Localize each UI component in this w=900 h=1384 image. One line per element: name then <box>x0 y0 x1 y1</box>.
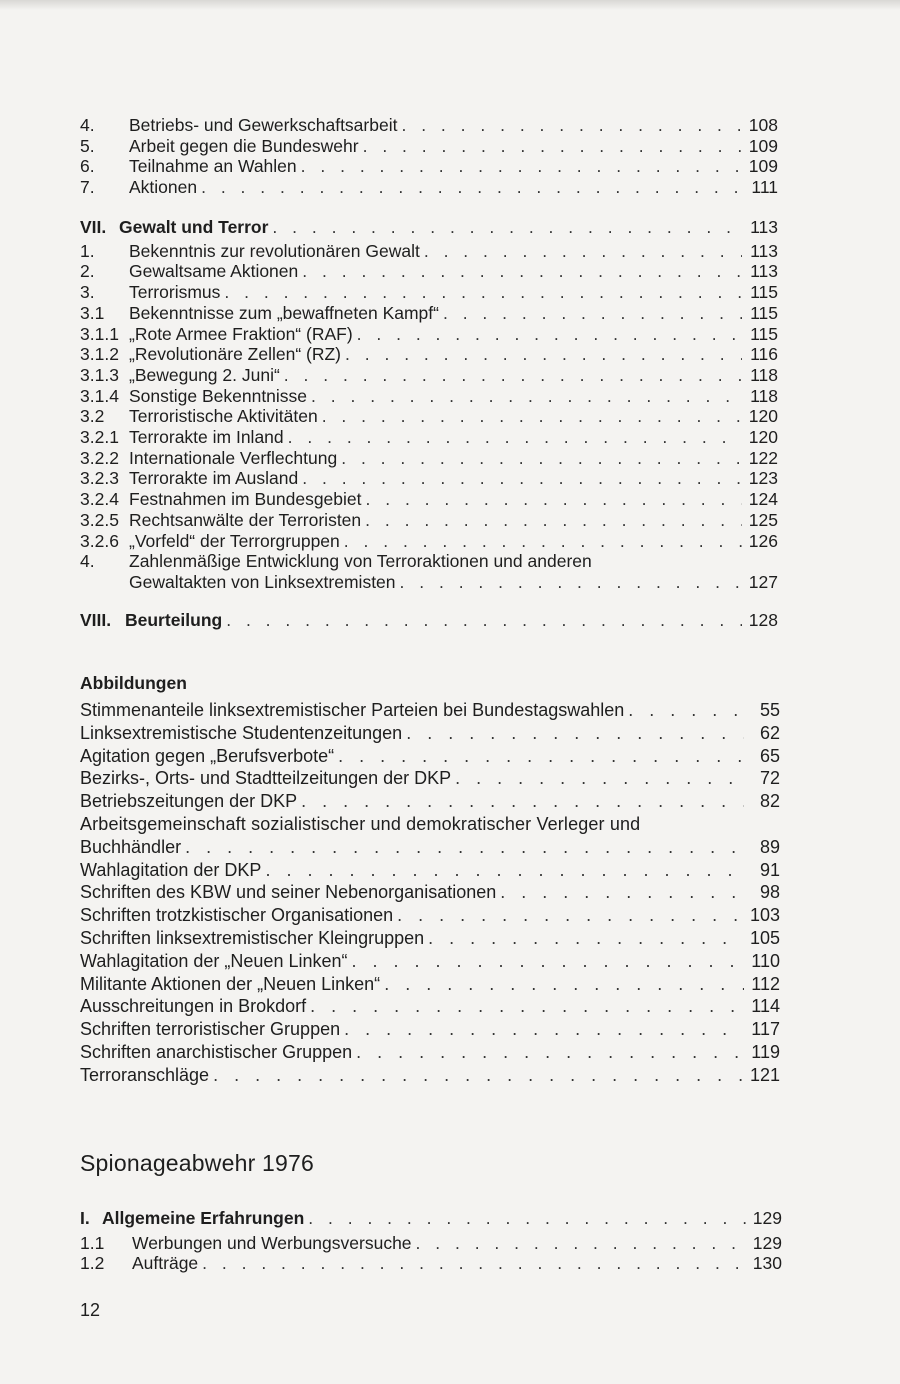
figure-entry-page: 55 <box>759 700 780 720</box>
toc-entry <box>80 115 778 136</box>
dot-leader <box>344 531 742 552</box>
toc-entry-title: Festnahmen im Bundesgebiet <box>129 489 362 510</box>
toc-entry-title-line1: Zahlenmäßige Entwicklung von Terroraktionen und anderen <box>129 551 592 572</box>
toc-entry-title: Internationale Verflechtung <box>129 447 338 468</box>
figure-entry <box>80 1064 780 1087</box>
toc-entry-multiline <box>80 551 778 572</box>
figure-entry <box>80 722 780 745</box>
toc-entry-page: 126 <box>748 530 778 551</box>
toc-entry-title: Terrorakte im Ausland <box>129 468 299 489</box>
toc-entry-number: 4. <box>80 551 95 572</box>
figure-entry-page: 103 <box>749 905 780 926</box>
dot-leader <box>356 1041 744 1064</box>
figure-entry-title: Terroranschläge <box>80 1064 210 1085</box>
figure-entry-title: Schriften trotzkistischer Organisationen <box>80 905 394 926</box>
figure-entry-page: 89 <box>759 836 780 857</box>
toc-entry-number: 3.1.4 <box>80 385 119 406</box>
toc-entry <box>80 261 778 282</box>
figure-entry-title: Linksextremistische Studentenzeitungen <box>80 722 403 743</box>
toc-entry <box>80 386 778 407</box>
dot-leader <box>308 1208 746 1229</box>
figure-entry-title: Bezirks-, Orts- und Stadtteilzeitungen der DKP <box>80 768 452 789</box>
toc-entry-title-line2: Gewaltakten von Linksextremisten <box>129 571 396 592</box>
dot-leader <box>224 282 742 303</box>
dot-leader <box>301 790 744 813</box>
dot-leader <box>284 365 742 386</box>
toc-entry-number: 3.1.2 <box>80 344 119 365</box>
figure-entry-title: Wahlagitation der DKP <box>80 859 262 880</box>
toc-entry-page: 111 <box>751 177 778 198</box>
figure-entry-title-line2: Buchhändler <box>80 836 182 857</box>
dot-leader <box>344 1018 744 1041</box>
toc-entry-number: 3.2.4 <box>80 489 119 510</box>
figure-entry <box>80 790 780 813</box>
dot-leader <box>288 427 742 448</box>
dot-leader <box>301 156 742 177</box>
dot-leader <box>443 303 742 324</box>
toc-entry-page: 109 <box>748 156 778 177</box>
toc-entry-page: 120 <box>748 406 778 427</box>
dot-leader <box>302 468 742 489</box>
figure-entry-title-line1: Arbeitsgemeinschaft sozialistischer und demokratischer Verleger und <box>80 813 641 834</box>
toc-entry-title: Gewalt und Terror <box>119 217 269 237</box>
toc-entry-title: „Bewegung 2. Juni“ <box>129 364 280 385</box>
toc-entry-number: 5. <box>80 135 95 156</box>
figures-list <box>80 699 780 1087</box>
dot-leader <box>365 510 742 531</box>
toc-block-chapter-vi-end <box>80 115 778 198</box>
toc-entry-page: 113 <box>750 217 778 237</box>
toc-entry-number: 7. <box>80 177 95 198</box>
figure-entry-page: 121 <box>749 1064 780 1085</box>
figure-entry-page: 105 <box>749 927 780 948</box>
toc-entry <box>80 510 778 531</box>
toc-entry-number: VII. <box>80 217 107 237</box>
dot-leader <box>455 767 744 790</box>
figure-entry-title: Agitation gegen „Berufsverbote“ <box>80 745 335 766</box>
dot-leader <box>311 386 742 407</box>
figure-entry-page: 119 <box>751 1041 780 1062</box>
figure-entry-page: 98 <box>759 882 780 903</box>
page-edge-shadow <box>0 0 900 10</box>
figure-entry <box>80 1018 780 1041</box>
toc-entry-page: 128 <box>748 610 778 630</box>
toc-entry <box>80 156 778 177</box>
toc-entry-title: „Revolutionäre Zellen“ (RZ) <box>129 344 342 365</box>
figure-entry <box>80 950 780 973</box>
figure-entry <box>80 973 780 996</box>
toc-entry <box>80 303 778 324</box>
toc-entry-number: 3.2.6 <box>80 530 119 551</box>
toc-entry-page: 113 <box>750 261 778 282</box>
toc-entry <box>80 365 778 386</box>
dot-leader <box>628 699 744 722</box>
page-number: 12 <box>80 1300 101 1320</box>
toc-entry-number: 3.2.5 <box>80 509 119 530</box>
figure-entry <box>80 836 780 859</box>
figure-entry <box>80 859 780 882</box>
toc-entry-page: 130 <box>752 1253 782 1274</box>
figure-entry-page: 65 <box>759 745 780 766</box>
toc-entry-title: Arbeit gegen die Bundeswehr <box>129 135 359 156</box>
toc-chapter-heading <box>80 217 778 238</box>
toc-entry-number: 3.2.3 <box>80 468 119 489</box>
dot-leader <box>400 572 742 593</box>
toc-entry <box>80 324 778 345</box>
toc-entry-title: „Vorfeld“ der Terrorgruppen <box>129 530 340 551</box>
dot-leader <box>352 950 745 973</box>
dot-leader <box>406 722 744 745</box>
figure-entry-title: Betriebszeitungen der DKP <box>80 791 298 812</box>
toc-chapter-heading <box>80 1208 782 1229</box>
toc-entry-number: VIII. <box>80 610 112 630</box>
dot-leader <box>341 448 742 469</box>
figure-entry-title: Militante Aktionen der „Neuen Linken“ <box>80 973 381 994</box>
dot-leader <box>213 1064 744 1087</box>
toc-entry-page: 109 <box>748 135 778 156</box>
toc-entry <box>80 1233 782 1254</box>
figure-entry-title: Schriften anarchistischer Gruppen <box>80 1041 353 1062</box>
figure-entry-title: Schriften terroristischer Gruppen <box>80 1019 341 1040</box>
dot-leader <box>185 836 744 859</box>
figure-entry-title: Schriften linksextremistischer Kleingruppen <box>80 927 425 948</box>
toc-entry <box>80 136 778 157</box>
dot-leader <box>302 261 742 282</box>
toc-entry-page: 115 <box>750 302 778 323</box>
figures-heading: Abbildungen <box>80 673 187 693</box>
figure-entry <box>80 767 780 790</box>
dot-leader <box>265 859 744 882</box>
dot-leader <box>401 115 742 136</box>
figure-entry <box>80 699 780 722</box>
toc-entry-title: Aufträge <box>132 1253 199 1274</box>
dot-leader <box>416 1233 746 1254</box>
dot-leader <box>424 241 742 262</box>
toc-entry-title: Rechtsanwälte der Terroristen <box>129 509 362 530</box>
toc-entry-page: 118 <box>750 364 778 385</box>
dot-leader <box>500 881 744 904</box>
dot-leader <box>202 1253 746 1274</box>
toc-entry <box>80 241 778 262</box>
toc-block-spionageabwehr <box>80 1208 782 1274</box>
dot-leader <box>384 973 744 996</box>
figures-block <box>80 673 780 1087</box>
figure-entry <box>80 1041 780 1064</box>
figure-entry <box>80 927 780 950</box>
dot-leader <box>338 745 744 768</box>
dot-leader <box>397 904 744 927</box>
toc-entry <box>80 1253 782 1274</box>
figure-entry <box>80 881 780 904</box>
dot-leader <box>428 927 744 950</box>
toc-block-chapter-viii <box>80 610 778 631</box>
dot-leader <box>357 324 742 345</box>
figure-entry-page: 117 <box>751 1019 780 1040</box>
toc-entry-page: 115 <box>750 323 778 344</box>
dot-leader <box>226 610 742 631</box>
dot-leader <box>310 995 744 1018</box>
toc-entry-title: Terrorakte im Inland <box>129 427 284 448</box>
toc-entry-number: 6. <box>80 156 95 177</box>
toc-entry <box>80 282 778 303</box>
toc-entry-page: 129 <box>752 1208 782 1228</box>
toc-entry <box>80 448 778 469</box>
toc-entry-title: Terrorismus <box>129 282 221 303</box>
dot-leader <box>272 217 742 238</box>
toc-entry-number: I. <box>80 1208 90 1228</box>
toc-entry-title: Aktionen <box>129 177 198 198</box>
toc-entry-number: 3.2 <box>80 406 105 427</box>
toc-entry-title: Terroristische Aktivitäten <box>129 406 318 427</box>
toc-entry-page: 120 <box>748 427 778 448</box>
toc-entry-page: 123 <box>748 468 778 489</box>
toc-entry-number: 3.1.3 <box>80 364 119 385</box>
toc-entry <box>80 344 778 365</box>
toc-entry-title: Allgemeine Erfahrungen <box>102 1208 305 1228</box>
dot-leader <box>345 344 742 365</box>
dot-leader <box>201 177 742 198</box>
toc-entry-continuation <box>80 572 778 593</box>
toc-entry-number: 4. <box>80 115 95 135</box>
toc-entry-number: 3.2.1 <box>80 427 119 448</box>
toc-entry-title: Teilnahme an Wahlen <box>129 156 297 177</box>
toc-entry <box>80 468 778 489</box>
toc-entry <box>80 406 778 427</box>
dot-leader <box>322 406 742 427</box>
figure-entry <box>80 904 780 927</box>
figure-entry <box>80 745 780 768</box>
toc-entry-title: Gewaltsame Aktionen <box>129 261 299 282</box>
figure-entry-page: 112 <box>751 973 780 994</box>
toc-entry-page: 108 <box>748 115 778 135</box>
toc-entry <box>80 177 778 198</box>
toc-entry-page: 118 <box>750 385 778 406</box>
toc-entry-number: 3. <box>80 282 95 303</box>
toc-entry-page: 113 <box>750 240 778 261</box>
toc-entry-page: 125 <box>748 509 778 530</box>
toc-block-chapter-vii <box>80 217 778 593</box>
toc-entry-number: 3.1.1 <box>80 323 119 344</box>
toc-entry-number: 1. <box>80 240 95 261</box>
toc-entry-page: 122 <box>748 447 778 468</box>
chapter-title: Spionageabwehr 1976 <box>80 1150 314 1176</box>
toc-entry-number: 3.2.2 <box>80 447 119 468</box>
figure-entry-page: 110 <box>751 950 780 971</box>
toc-entry-title: Bekenntnisse zum „bewaffneten Kampf“ <box>129 302 439 323</box>
figure-entry-page: 114 <box>751 996 780 1017</box>
toc-entry-number: 1.2 <box>80 1253 105 1274</box>
toc-entry-title: Werbungen und Werbungsversuche <box>132 1232 412 1253</box>
figure-entry-title: Schriften des KBW und seiner Nebenorganisationen <box>80 882 497 903</box>
toc-entry <box>80 427 778 448</box>
toc-entry-number: 1.1 <box>80 1232 105 1253</box>
figure-entry-page: 82 <box>759 791 780 812</box>
toc-entry-page: 115 <box>750 282 778 303</box>
toc-entry-page: 116 <box>750 344 778 365</box>
toc-chapter-heading <box>80 610 778 631</box>
figure-entry-page: 72 <box>759 768 780 789</box>
toc-entry-title: Bekenntnis zur revolutionären Gewalt <box>129 240 420 261</box>
figure-entry-page: 91 <box>759 859 780 880</box>
figure-entry-title: Ausschreitungen in Brokdorf <box>80 996 307 1017</box>
toc-entry-title: „Rote Armee Fraktion“ (RAF) <box>129 323 353 344</box>
toc-entry-page: 124 <box>748 489 778 510</box>
dot-leader <box>363 136 742 157</box>
toc-entry-number: 3.1 <box>80 302 105 323</box>
figure-entry-title: Wahlagitation der „Neuen Linken“ <box>80 950 348 971</box>
figure-entry-page: 62 <box>759 722 780 743</box>
toc-entry-title: Betriebs- und Gewerkschaftsarbeit <box>129 115 398 135</box>
toc-entry-title: Sonstige Bekenntnisse <box>129 385 308 406</box>
toc-entry-number: 2. <box>80 261 95 282</box>
figure-entry <box>80 995 780 1018</box>
toc-entry <box>80 531 778 552</box>
toc-entry-title: Beurteilung <box>125 610 223 630</box>
toc-entry-page: 127 <box>748 571 778 592</box>
dot-leader <box>366 489 743 510</box>
toc-entry <box>80 489 778 510</box>
toc-entry-page: 129 <box>752 1232 782 1253</box>
figure-entry-title: Stimmenanteile linksextremistischer Parteien bei Bundestagswahlen <box>80 700 625 720</box>
